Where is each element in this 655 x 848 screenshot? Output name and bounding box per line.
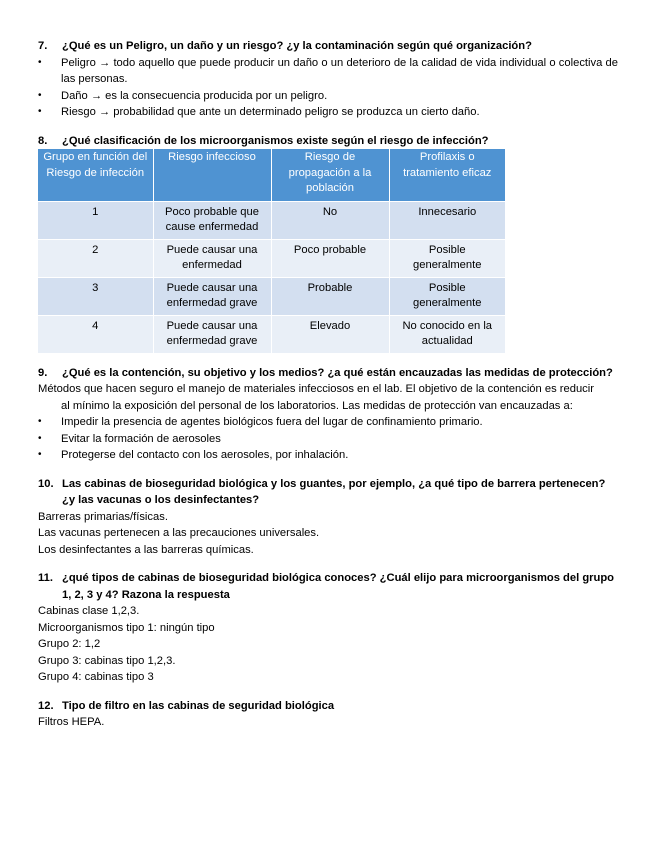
table-cell: Puede causar una enfermedad grave <box>153 277 271 315</box>
table-row <box>38 277 505 315</box>
table-cell: 2 <box>38 239 153 277</box>
document-page <box>38 38 618 731</box>
bullet-icon: • <box>38 89 42 101</box>
list-item-text: Protegerse del contacto con los aerosoles, por inhalación. <box>61 449 349 461</box>
question-8 <box>38 133 618 353</box>
answer-line: Las vacunas pertenecen a las precauciones universales. <box>38 527 320 539</box>
list-item-text: Impedir la presencia de agentes biológicos fuera del lugar de confinamiento primario. <box>61 416 483 428</box>
list-item-text: Evitar la formación de aerosoles <box>61 432 221 445</box>
answer-line: Grupo 4: cabinas tipo 3 <box>38 671 154 683</box>
table-cell: Puede causar una enfermedad <box>153 239 271 277</box>
answer-line: Filtros HEPA. <box>38 716 105 728</box>
table-cell: Posible generalmente <box>389 239 505 277</box>
table-cell: Elevado <box>271 315 389 353</box>
bullet-icon: • <box>38 106 42 117</box>
answer-line: Cabinas clase 1,2,3. <box>38 605 140 617</box>
question-number: 7. <box>38 40 48 52</box>
table-cell: No <box>271 201 389 239</box>
question-10-heading <box>38 476 618 509</box>
table-cell: No conocido en la actualidad <box>389 315 505 353</box>
question-number: 10. <box>38 477 54 490</box>
table-cell: Poco probable que cause enfermedad <box>153 201 271 239</box>
question-12-heading <box>38 698 618 715</box>
list-item <box>38 104 618 121</box>
bullet-icon: • <box>38 56 42 68</box>
answer-line: Los desinfectantes a las barreras químicas. <box>38 543 254 556</box>
table-header-row <box>38 149 505 201</box>
question-12 <box>38 698 618 731</box>
answer-line: Microorganismos tipo 1: ningún tipo <box>38 621 215 634</box>
answer-paragraph: Métodos que hacen seguro el manejo de materiales infecciosos en el lab. El objetivo de la contención es reducir <box>38 383 594 395</box>
question-title: ¿Qué clasificación de los microorganismos existe según el riesgo de infección? <box>62 134 489 147</box>
question-9 <box>38 365 618 464</box>
question-7 <box>38 38 618 121</box>
table-cell: 4 <box>38 315 153 353</box>
column-header: Riesgo infeccioso <box>153 149 271 201</box>
question-number: 12. <box>38 699 54 712</box>
list-item <box>38 447 618 464</box>
table-row <box>38 201 505 239</box>
question-11 <box>38 570 618 686</box>
question-title: Las cabinas de bioseguridad biológica y los guantes, por ejemplo, ¿a qué tipo de barrera pertenecen? ¿y las vacunas o los desinfectantes? <box>62 477 606 506</box>
risk-classification-table <box>38 149 505 353</box>
question-number: 11. <box>38 572 53 584</box>
answer-paragraph-continued: al mínimo la exposición del personal de los laboratorios. Las medidas de protección van encauzadas a: <box>61 399 573 412</box>
table-cell: 1 <box>38 201 153 239</box>
answer-line: Barreras primarias/físicas. <box>38 510 168 523</box>
list-item-text: Peligro → todo aquello que puede producir un daño o un deterioro de la calidad de vida individual o colectiva de las personas. <box>61 56 618 85</box>
question-title: ¿Qué es la contención, su objetivo y los medios? ¿a qué están encauzadas las medidas de protección? <box>62 366 613 379</box>
question-10 <box>38 476 618 559</box>
column-header: Riesgo de propagación a la población <box>271 149 389 201</box>
table-cell: Puede causar una enfermedad grave <box>153 315 271 353</box>
question-title: ¿qué tipos de cabinas de bioseguridad biológica conoces? ¿Cuál elijo para microorganismos del grupo 1, 2, 3 y 4? Razona la respuesta <box>62 572 615 601</box>
bullet-icon: • <box>38 449 42 460</box>
list-item-text: Riesgo → probabilidad que ante un determinado peligro se produzca un cierto daño. <box>61 106 480 118</box>
table-cell: Poco probable <box>271 239 389 277</box>
bullet-list <box>38 55 618 121</box>
bullet-icon: • <box>38 432 42 444</box>
table-cell: Innecesario <box>389 201 505 239</box>
column-header: Profilaxis o tratamiento eficaz <box>389 149 505 201</box>
list-item <box>38 88 618 105</box>
question-9-heading <box>38 365 618 382</box>
bullet-icon: • <box>38 416 42 427</box>
question-number: 8. <box>38 134 48 147</box>
list-item <box>38 55 618 88</box>
table-row <box>38 315 505 353</box>
list-item-text: Daño → es la consecuencia producida por un peligro. <box>61 89 328 102</box>
table-cell: 3 <box>38 277 153 315</box>
bullet-list <box>38 414 618 464</box>
list-item <box>38 431 618 448</box>
list-item <box>38 414 618 431</box>
question-number: 9. <box>38 366 48 379</box>
question-title: Tipo de filtro en las cabinas de seguridad biológica <box>62 699 335 712</box>
table-row <box>38 239 505 277</box>
table-cell: Probable <box>271 277 389 315</box>
table-cell: Posible generalmente <box>389 277 505 315</box>
question-title: ¿Qué es un Peligro, un daño y un riesgo? ¿y la contaminación según qué organización? <box>62 40 532 52</box>
question-8-heading <box>38 133 618 150</box>
question-11-heading <box>38 570 618 603</box>
question-7-heading <box>38 38 618 55</box>
answer-line: Grupo 3: cabinas tipo 1,2,3. <box>38 654 176 667</box>
column-header: Grupo en función del Riesgo de infección <box>38 149 153 201</box>
answer-line: Grupo 2: 1,2 <box>38 638 101 650</box>
